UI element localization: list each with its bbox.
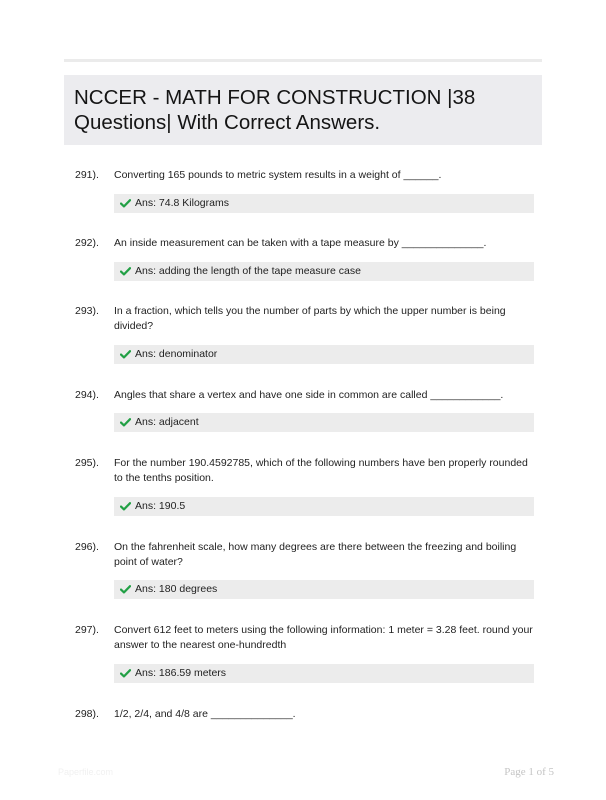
checkmark-icon [120, 199, 132, 208]
question-text: Angles that share a vertex and have one side in common are called ____________. [114, 389, 504, 401]
question-number: 291). [75, 169, 99, 181]
top-divider [64, 59, 542, 62]
answer-box [114, 194, 534, 213]
checkmark-icon [120, 502, 132, 511]
document-title-box [64, 75, 542, 145]
answer-box [114, 580, 534, 599]
answer-text: Ans: 74.8 Kilograms [135, 197, 229, 209]
question-text: On the fahrenheit scale, how many degrees are there between the freezing and boiling point of water? [114, 541, 517, 568]
checkmark-icon [120, 267, 132, 276]
question-text: 1/2, 2/4, and 4/8 are ______________. [114, 708, 296, 720]
checkmark-icon [120, 350, 132, 359]
page-indicator: Page 1 of 5 [504, 766, 554, 778]
answer-text: Ans: adjacent [135, 416, 199, 428]
question-number: 295). [75, 457, 99, 469]
answer-box [114, 497, 534, 516]
answer-box [114, 664, 534, 683]
footer-watermark: Paperfile.com [58, 767, 114, 777]
answer-text: Ans: 190.5 [135, 500, 186, 512]
answer-box [114, 413, 534, 432]
question-text: Converting 165 pounds to metric system results in a weight of ______. [114, 169, 442, 181]
checkmark-icon [120, 585, 132, 594]
answer-text: Ans: adding the length of the tape measure case [135, 265, 361, 277]
answer-box [114, 262, 534, 281]
answer-text: Ans: denominator [135, 348, 218, 360]
question-text: Convert 612 feet to meters using the following information: 1 meter = 3.28 feet. round your answer to the nearest one-hundredth [114, 624, 533, 651]
question-text: An inside measurement can be taken with a tape measure by ______________. [114, 237, 487, 249]
checkmark-icon [120, 418, 132, 427]
question-text: For the number 190.4592785, which of the following numbers have ben properly rounded to the tenths position. [114, 457, 528, 484]
question-number: 294). [75, 389, 99, 401]
answer-text: Ans: 180 degrees [135, 583, 218, 595]
question-number: 292). [75, 237, 99, 249]
question-number: 298). [75, 708, 99, 720]
answer-box [114, 345, 534, 364]
question-text: In a fraction, which tells you the number of parts by which the upper number is being divided? [114, 305, 506, 332]
question-number: 296). [75, 541, 99, 553]
answer-text: Ans: 186.59 meters [135, 667, 227, 679]
document-title: NCCER - MATH FOR CONSTRUCTION |38 Questions| With Correct Answers. [74, 86, 476, 134]
question-number: 297). [75, 624, 99, 636]
checkmark-icon [120, 669, 132, 678]
question-number: 293). [75, 305, 99, 317]
